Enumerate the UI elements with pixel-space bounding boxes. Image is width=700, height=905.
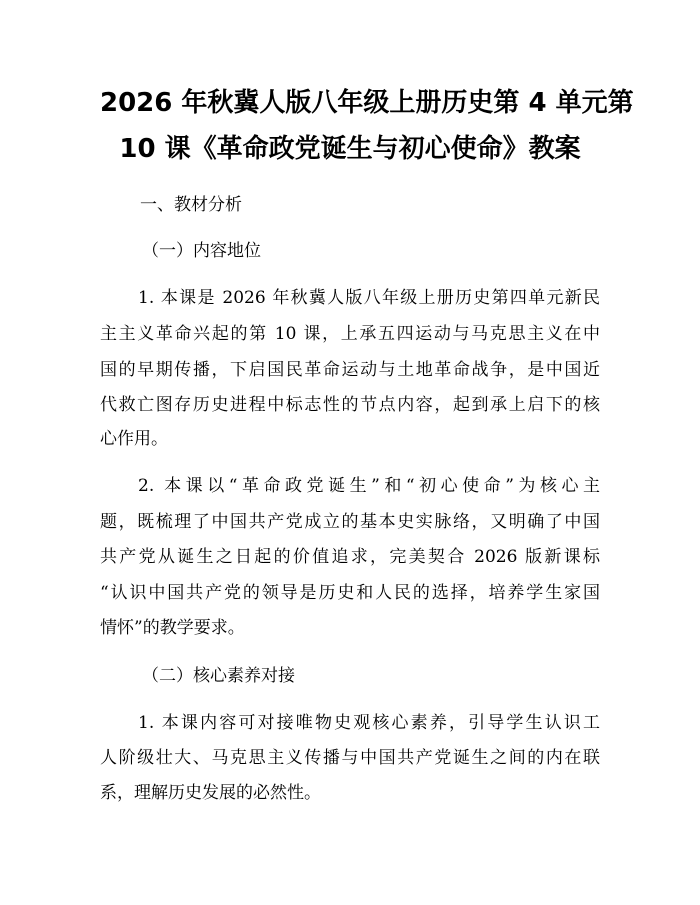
- section-heading-textbook-analysis: 一、教材分析: [140, 195, 242, 215]
- paragraph-2-line: 2. 本课以“革命政党诞生”和“初心使命”为核心主: [138, 476, 600, 496]
- paragraph-1-line: 1. 本课是 2026 年秋冀人版八年级上册历史第四单元新民: [138, 288, 600, 308]
- subsection-heading-core-literacy: （二）核心素养对接: [142, 666, 295, 686]
- paragraph-1-line: 心作用。: [100, 429, 168, 449]
- paragraph-1-line: 国的早期传播，下启国民革命运动与土地革命战争，是中国近: [100, 360, 600, 380]
- paragraph-2-line: “认识中国共产党的领导是历史和人民的选择，培养学生家国: [100, 583, 600, 603]
- paragraph-2-line: 题，既梳理了中国共产党成立的基本史实脉络，又明确了中国: [100, 512, 600, 532]
- paragraph-1-line: 代救亡图存历史进程中标志性的节点内容，起到承上启下的核: [100, 395, 600, 415]
- paragraph-3-line: 系，理解历史发展的必然性。: [100, 783, 321, 803]
- paragraph-3-line: 1. 本课内容可对接唯物史观核心素养，引导学生认识工: [138, 713, 600, 733]
- subsection-heading-content-position: （一）内容地位: [142, 241, 261, 261]
- paragraph-3-line: 人阶级壮大、马克思主义传播与中国共产党诞生之间的内在联: [100, 748, 600, 768]
- paragraph-2-line: 共产党从诞生之日起的价值追求，完美契合 2026 版新课标: [100, 547, 600, 567]
- document-title-line-1: 2026 年秋冀人版八年级上册历史第 4 单元第: [100, 88, 634, 118]
- paragraph-1-line: 主主义革命兴起的第 10 课，上承五四运动与马克思主义在中: [100, 324, 600, 344]
- document-title-line-2: 10 课《革命政党诞生与初心使命》教案: [119, 134, 581, 164]
- paragraph-2-line: 情怀”的教学要求。: [100, 618, 245, 638]
